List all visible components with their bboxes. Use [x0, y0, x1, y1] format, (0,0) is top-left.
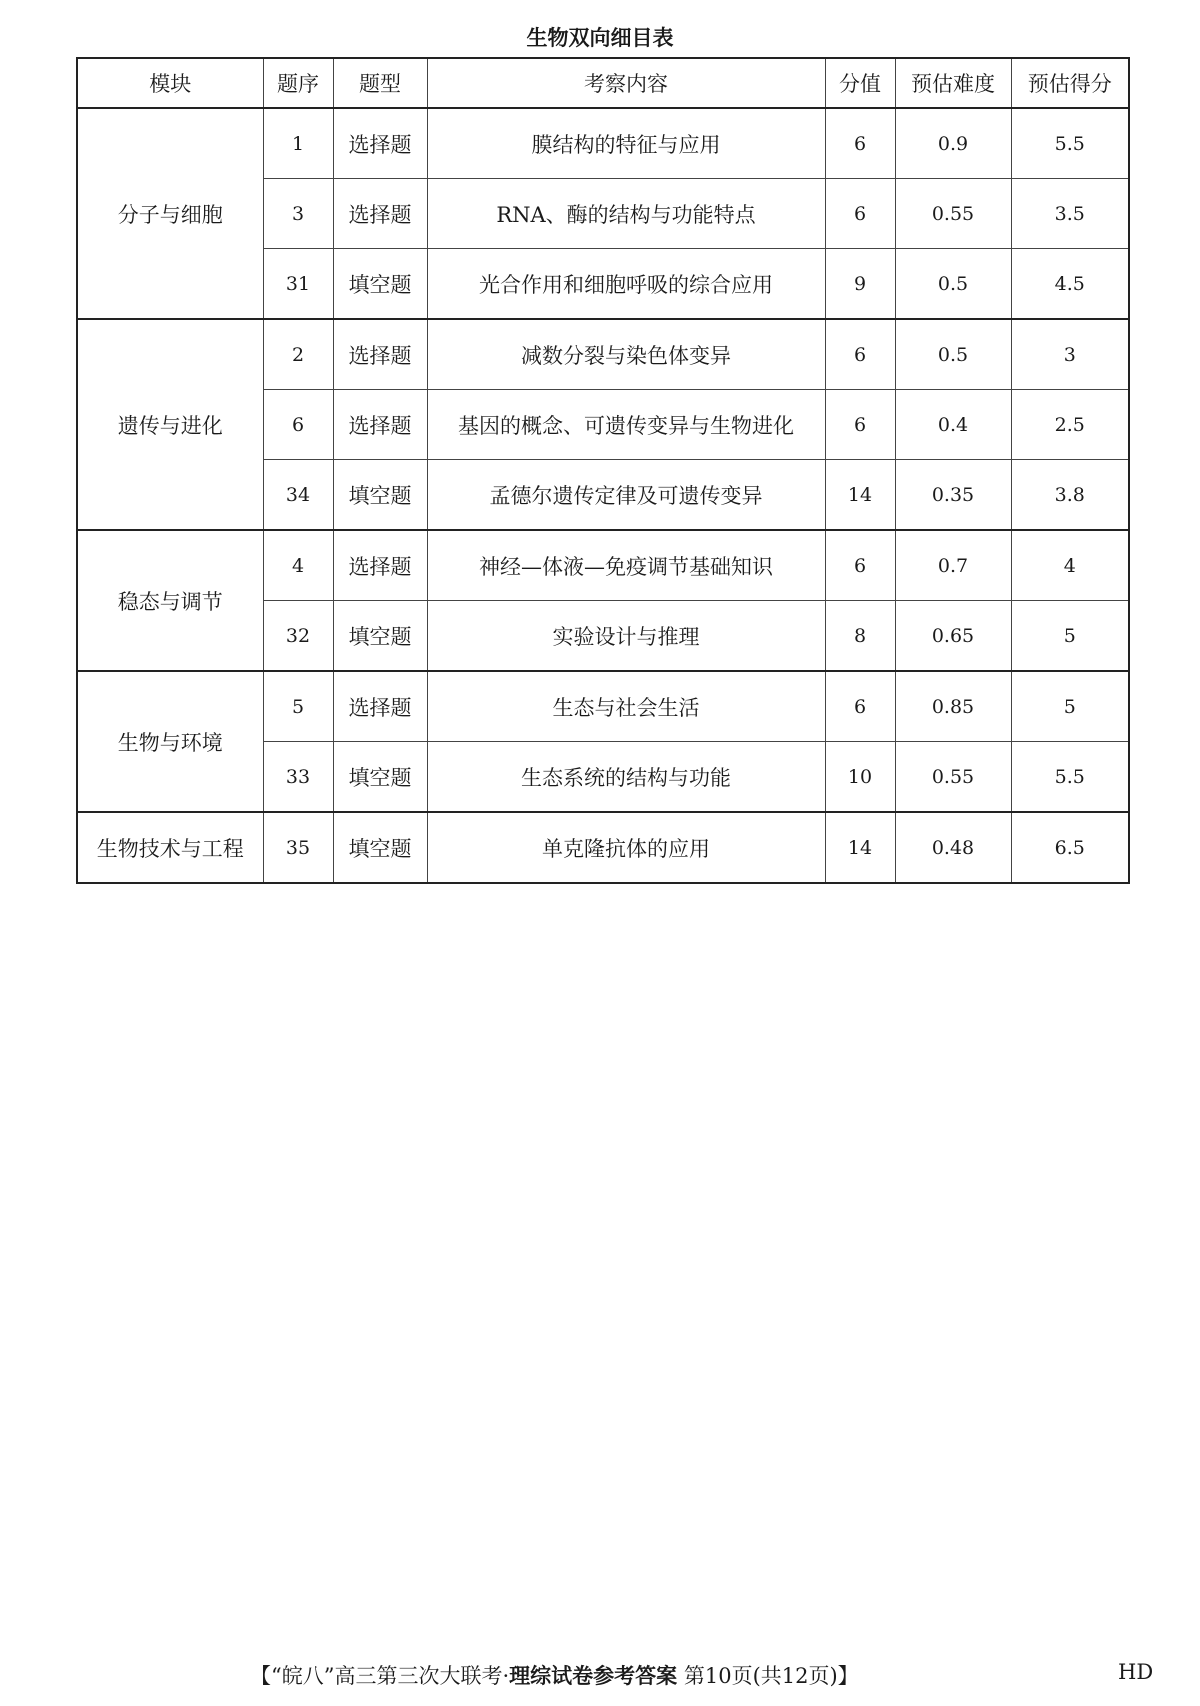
content-cell: 实验设计与推理	[427, 601, 825, 672]
type-cell: 选择题	[333, 530, 427, 601]
header-row	[77, 58, 1129, 108]
header-difficulty: 预估难度	[895, 58, 1011, 108]
footer-prefix: 【“皖八”高三第三次大联考·	[250, 1664, 510, 1688]
estimate-cell: 5	[1011, 671, 1129, 742]
header-estimate: 预估得分	[1011, 58, 1129, 108]
content-cell: 神经—体液—免疫调节基础知识	[427, 530, 825, 601]
content-cell: 膜结构的特征与应用	[427, 108, 825, 179]
order-cell: 1	[263, 108, 333, 179]
table-row	[77, 530, 1129, 601]
table-body	[77, 108, 1129, 883]
estimate-cell: 5.5	[1011, 108, 1129, 179]
content-cell: 减数分裂与染色体变异	[427, 319, 825, 390]
type-cell: 填空题	[333, 742, 427, 813]
difficulty-cell: 0.55	[895, 742, 1011, 813]
score-cell: 6	[825, 179, 895, 249]
estimate-cell: 3	[1011, 319, 1129, 390]
order-cell: 34	[263, 460, 333, 531]
spec-table	[76, 57, 1130, 884]
order-cell: 33	[263, 742, 333, 813]
page-title: 生物双向细目表	[526, 26, 674, 50]
table-row	[77, 319, 1129, 390]
header-module: 模块	[77, 58, 263, 108]
header-score: 分值	[825, 58, 895, 108]
estimate-cell: 5.5	[1011, 742, 1129, 813]
table-row	[77, 108, 1129, 179]
footer	[250, 1660, 859, 1690]
difficulty-cell: 0.55	[895, 179, 1011, 249]
score-cell: 9	[825, 249, 895, 320]
estimate-cell: 3.5	[1011, 179, 1129, 249]
content-cell: 孟德尔遗传定律及可遗传变异	[427, 460, 825, 531]
score-cell: 14	[825, 812, 895, 883]
difficulty-cell: 0.5	[895, 249, 1011, 320]
type-cell: 选择题	[333, 390, 427, 460]
estimate-cell: 4.5	[1011, 249, 1129, 320]
type-cell: 选择题	[333, 319, 427, 390]
type-cell: 填空题	[333, 601, 427, 672]
order-cell: 3	[263, 179, 333, 249]
table-row	[77, 671, 1129, 742]
difficulty-cell: 0.48	[895, 812, 1011, 883]
footer-code: HD	[1118, 1660, 1154, 1684]
estimate-cell: 2.5	[1011, 390, 1129, 460]
difficulty-cell: 0.35	[895, 460, 1011, 531]
module-cell: 遗传与进化	[77, 319, 263, 530]
order-cell: 5	[263, 671, 333, 742]
score-cell: 8	[825, 601, 895, 672]
module-cell: 生物技术与工程	[77, 812, 263, 883]
estimate-cell: 6.5	[1011, 812, 1129, 883]
header-order: 题序	[263, 58, 333, 108]
score-cell: 10	[825, 742, 895, 813]
difficulty-cell: 0.7	[895, 530, 1011, 601]
footer-title: 理综试卷参考答案	[509, 1664, 678, 1688]
difficulty-cell: 0.5	[895, 319, 1011, 390]
header-type: 题型	[333, 58, 427, 108]
order-cell: 6	[263, 390, 333, 460]
type-cell: 填空题	[333, 812, 427, 883]
difficulty-cell: 0.9	[895, 108, 1011, 179]
score-cell: 14	[825, 460, 895, 531]
order-cell: 32	[263, 601, 333, 672]
difficulty-cell: 0.65	[895, 601, 1011, 672]
type-cell: 填空题	[333, 460, 427, 531]
table-row	[77, 812, 1129, 883]
type-cell: 选择题	[333, 179, 427, 249]
module-cell: 稳态与调节	[77, 530, 263, 671]
module-cell: 生物与环境	[77, 671, 263, 812]
estimate-cell: 5	[1011, 601, 1129, 672]
estimate-cell: 4	[1011, 530, 1129, 601]
content-cell: 生态与社会生活	[427, 671, 825, 742]
type-cell: 选择题	[333, 671, 427, 742]
type-cell: 选择题	[333, 108, 427, 179]
estimate-cell: 3.8	[1011, 460, 1129, 531]
score-cell: 6	[825, 319, 895, 390]
difficulty-cell: 0.4	[895, 390, 1011, 460]
score-cell: 6	[825, 671, 895, 742]
order-cell: 2	[263, 319, 333, 390]
content-cell: RNA、酶的结构与功能特点	[427, 179, 825, 249]
order-cell: 31	[263, 249, 333, 320]
score-cell: 6	[825, 530, 895, 601]
type-cell: 填空题	[333, 249, 427, 320]
content-cell: 生态系统的结构与功能	[427, 742, 825, 813]
content-cell: 基因的概念、可遗传变异与生物进化	[427, 390, 825, 460]
order-cell: 4	[263, 530, 333, 601]
difficulty-cell: 0.85	[895, 671, 1011, 742]
footer-page: 第10页(共12页)】	[683, 1664, 859, 1688]
score-cell: 6	[825, 390, 895, 460]
content-cell: 光合作用和细胞呼吸的综合应用	[427, 249, 825, 320]
score-cell: 6	[825, 108, 895, 179]
order-cell: 35	[263, 812, 333, 883]
module-cell: 分子与细胞	[77, 108, 263, 319]
content-cell: 单克隆抗体的应用	[427, 812, 825, 883]
header-content: 考察内容	[427, 58, 825, 108]
